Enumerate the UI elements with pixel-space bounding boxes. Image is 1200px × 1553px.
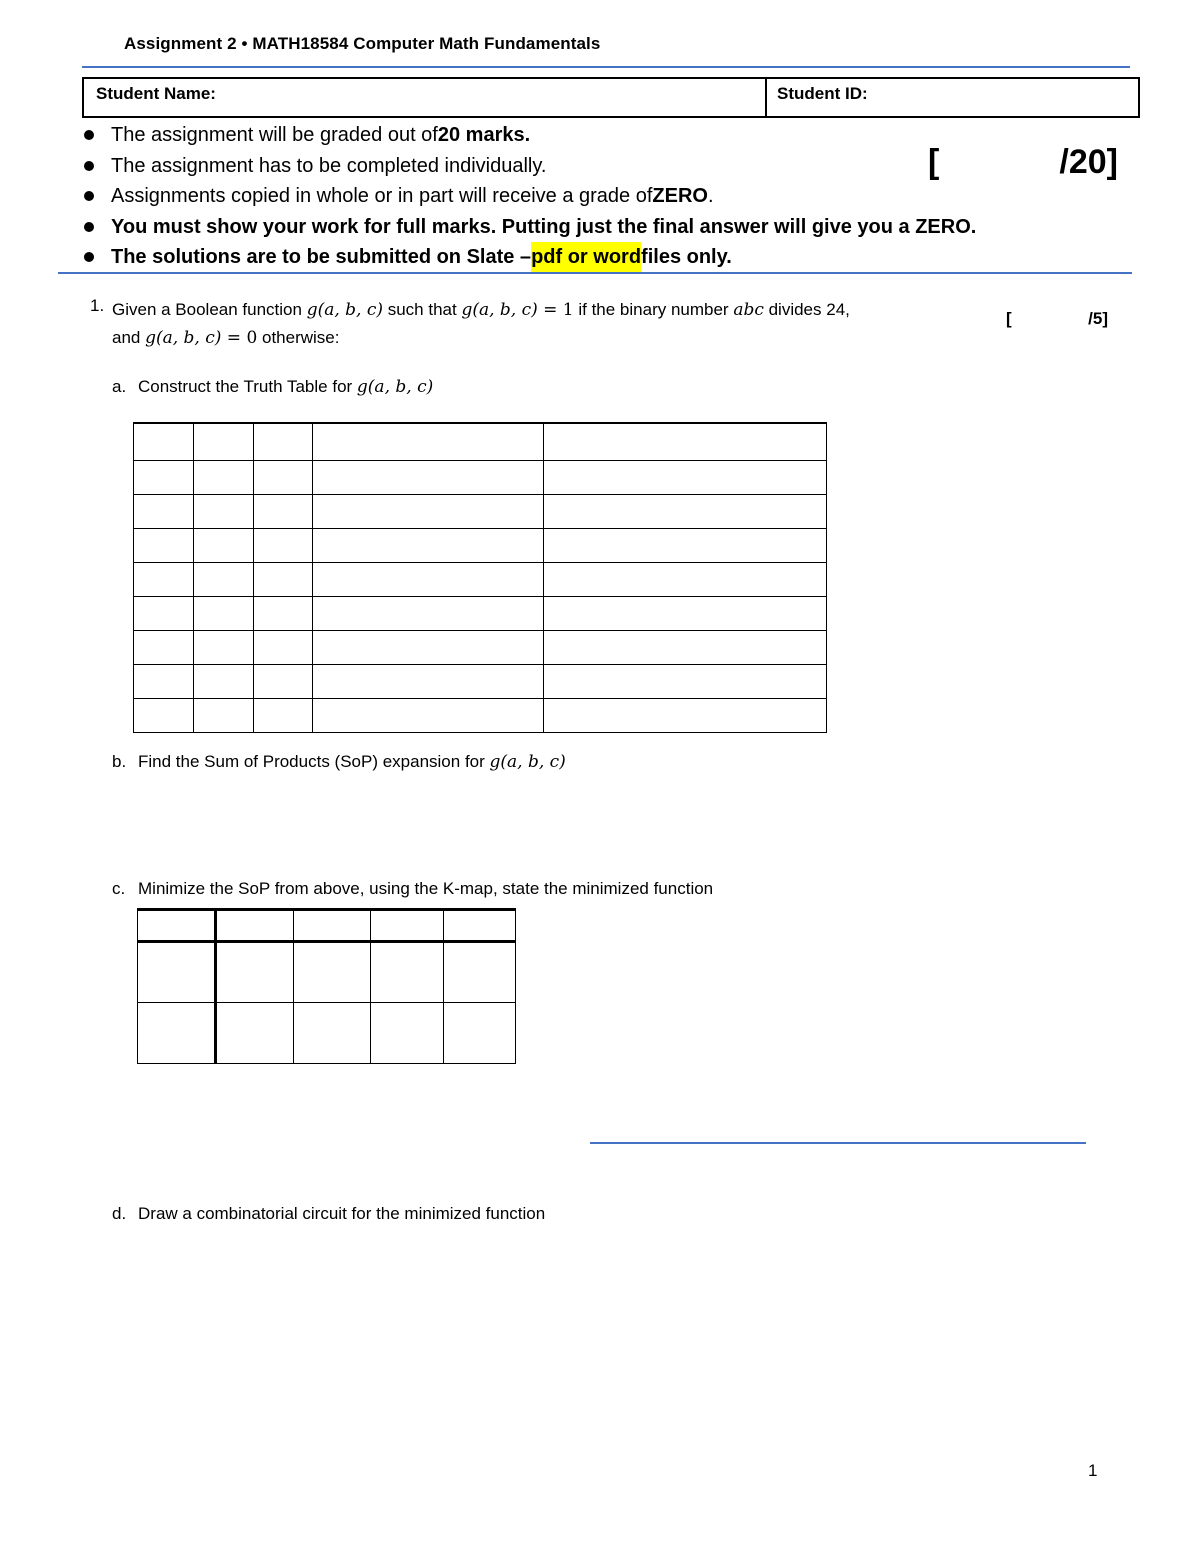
table-cell[interactable] xyxy=(134,664,194,698)
table-cell[interactable] xyxy=(254,460,313,494)
table-cell[interactable] xyxy=(313,664,544,698)
document-header: Assignment 2 • MATH18584 Computer Math Fundamentals xyxy=(124,34,601,53)
table-cell[interactable] xyxy=(138,910,216,942)
part-a-text: a. Construct the Truth Table for g(a, b, c) xyxy=(112,377,434,397)
table-cell[interactable] xyxy=(313,423,544,460)
page-number: 1 xyxy=(1088,1461,1098,1480)
rule-item: Assignments copied in whole or in part will receive a grade of ZERO . xyxy=(84,181,976,212)
table-cell[interactable] xyxy=(313,596,544,630)
table-cell[interactable] xyxy=(313,460,544,494)
table-cell[interactable] xyxy=(134,698,194,732)
student-info-table xyxy=(82,77,1140,118)
table-cell[interactable] xyxy=(254,664,313,698)
table-cell[interactable] xyxy=(254,562,313,596)
part-b-text: b. Find the Sum of Products (SoP) expansion for g(a, b, c) xyxy=(112,752,566,772)
table-cell[interactable] xyxy=(444,910,516,942)
table-cell[interactable] xyxy=(254,596,313,630)
rule-item: The solutions are to be submitted on Slate – pdf or word files only. xyxy=(84,242,976,273)
total-score-box: [ /20] xyxy=(928,143,1118,181)
table-cell[interactable] xyxy=(194,528,254,562)
rule-item: You must show your work for full marks. Putting just the final answer will give you a ZERO. xyxy=(84,212,976,243)
part-c-text: c. Minimize the SoP from above, using the K-map, state the minimized function xyxy=(112,879,714,898)
table-cell[interactable] xyxy=(134,494,194,528)
bullet-icon xyxy=(84,161,94,171)
table-cell[interactable] xyxy=(294,1003,371,1064)
table-cell[interactable] xyxy=(194,630,254,664)
student-id-label: Student ID: xyxy=(777,84,868,103)
table-cell[interactable] xyxy=(313,698,544,732)
table-cell[interactable] xyxy=(194,494,254,528)
table-cell[interactable] xyxy=(194,596,254,630)
table-cell[interactable] xyxy=(216,942,294,1003)
bullet-icon xyxy=(84,191,94,201)
bullet-icon xyxy=(84,222,94,232)
table-cell[interactable] xyxy=(134,562,194,596)
question-score-box: [ /5] xyxy=(1006,309,1108,328)
table-cell[interactable] xyxy=(216,1003,294,1064)
bullet-icon xyxy=(84,252,94,262)
section-rule xyxy=(58,272,1132,274)
table-cell[interactable] xyxy=(134,460,194,494)
table-cell[interactable] xyxy=(313,494,544,528)
student-name-field[interactable] xyxy=(84,79,767,116)
table-cell[interactable] xyxy=(444,942,516,1003)
table-cell[interactable] xyxy=(138,942,216,1003)
rule-item: The assignment has to be completed individually. xyxy=(84,151,976,182)
table-cell[interactable] xyxy=(294,942,371,1003)
table-cell[interactable] xyxy=(544,460,827,494)
table-cell[interactable] xyxy=(544,562,827,596)
table-cell[interactable] xyxy=(216,910,294,942)
student-id-field[interactable] xyxy=(767,79,1138,116)
minimized-function-answer-line[interactable] xyxy=(590,1142,1086,1144)
header-rule xyxy=(82,66,1130,68)
table-cell[interactable] xyxy=(194,460,254,494)
question-number: 1. xyxy=(90,296,105,315)
table-cell[interactable] xyxy=(194,423,254,460)
table-cell[interactable] xyxy=(313,630,544,664)
table-cell[interactable] xyxy=(371,910,444,942)
table-cell[interactable] xyxy=(254,698,313,732)
question-1-text: Given a Boolean function g(a, b, c) such that g(a, b, c) = 1 if the binary number abc divides 24, and g(a, b, c) = 0 otherwise: xyxy=(112,300,850,348)
table-cell[interactable] xyxy=(194,562,254,596)
table-cell[interactable] xyxy=(544,630,827,664)
table-cell[interactable] xyxy=(134,423,194,460)
table-cell[interactable] xyxy=(194,698,254,732)
table-cell[interactable] xyxy=(544,528,827,562)
table-cell[interactable] xyxy=(313,562,544,596)
table-cell[interactable] xyxy=(544,698,827,732)
table-cell[interactable] xyxy=(544,664,827,698)
table-cell[interactable] xyxy=(254,630,313,664)
table-cell[interactable] xyxy=(294,910,371,942)
table-cell[interactable] xyxy=(194,664,254,698)
table-cell[interactable] xyxy=(134,596,194,630)
table-cell[interactable] xyxy=(371,1003,444,1064)
bullet-icon xyxy=(84,130,94,140)
table-cell[interactable] xyxy=(254,494,313,528)
rule-item: The assignment will be graded out of 20 marks. xyxy=(84,120,976,151)
table-cell[interactable] xyxy=(544,596,827,630)
table-cell[interactable] xyxy=(544,423,827,460)
table-cell[interactable] xyxy=(544,494,827,528)
truth-table xyxy=(133,422,827,733)
student-name-label: Student Name: xyxy=(96,84,216,103)
table-cell[interactable] xyxy=(254,423,313,460)
rules-list xyxy=(84,120,976,273)
table-cell[interactable] xyxy=(134,528,194,562)
table-cell[interactable] xyxy=(371,942,444,1003)
table-cell[interactable] xyxy=(134,630,194,664)
part-d-text: d. Draw a combinatorial circuit for the minimized function xyxy=(112,1204,546,1223)
k-map-table xyxy=(137,908,516,1064)
table-cell[interactable] xyxy=(444,1003,516,1064)
table-cell[interactable] xyxy=(313,528,544,562)
table-cell[interactable] xyxy=(138,1003,216,1064)
table-cell[interactable] xyxy=(254,528,313,562)
